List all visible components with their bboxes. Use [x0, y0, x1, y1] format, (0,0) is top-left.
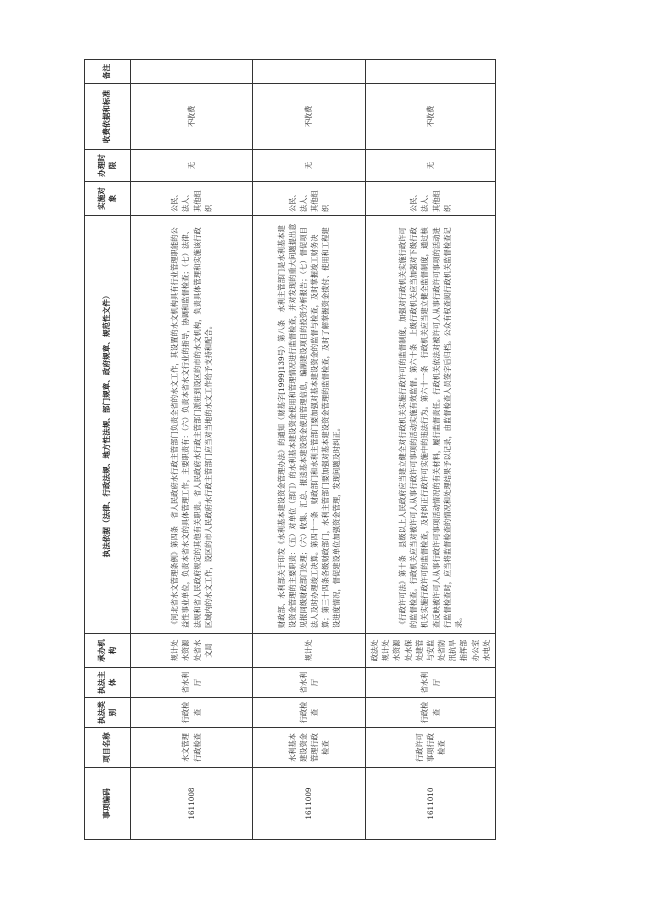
cell-agency: 政法处规计处水资源处水保处建管与安监处省防汛抗旱指挥部办公室水电处 — [366, 634, 496, 668]
cell-basis: 财政部、水利部关于印发《水利基本建设资金管理办法》的通知（财基字[1999]139号）第八条 水利主管部门是水利基本建设资金管理的主要职责：（五）对单位（部门）的水利基本建设资金使用和管理情况进行监督检查，并对发现的重大问题提出意见报同级财政部门处理；（六）收集、汇总、报送基本建设资金使用管理信息，编制建设项目的投资分析报告；（七）督促项目法人及时办理竣工决算。第四十一条 财政部门和水利主管部门要加强对基本建设资金的监督与检查，及时掌握竣工财务决算；第三十四条各级财政部门，水利主管部门要加强对基本建设资金管理的监督检查，及时了解掌握资金拨付、使用和工程建设进度情况，督促建设单位加强资金管理，发现问题及时纠正。 — [253, 216, 366, 634]
header-fee-basis: 收费依据和标准 — [85, 84, 131, 150]
cell-time-limit: 无 — [366, 150, 496, 182]
cell-remarks — [253, 60, 366, 84]
cell-fee-basis: 不收费 — [131, 84, 253, 150]
cell-code: 1611009 — [253, 768, 366, 840]
cell-target: 公民、法人、其他组织 — [131, 182, 253, 216]
header-time-limit: 办理时限 — [85, 150, 131, 182]
cell-subject: 省水利厅 — [366, 668, 496, 698]
cell-code: 1611008 — [131, 768, 253, 840]
cell-target: 公民、法人、其他组织 — [366, 182, 496, 216]
rotated-table-container — [84, 60, 495, 840]
cell-category: 行政检查 — [131, 698, 253, 728]
table-row — [253, 60, 366, 840]
header-basis: 执法依据（法律、行政法规、地方性法规、部门规章、政府规章、规范性文件） — [85, 216, 131, 634]
table-row — [366, 60, 496, 840]
cell-category: 行政检查 — [366, 698, 496, 728]
cell-basis: 《河北省水文管理条例》第四条 省人民政府水行政主管部门负责全省的水文工作，其设置的水文机构具有行业管理职能的公益性事业单位，负责本省水文的具体管理工作，主要职责有：（六）负责本省水文行业的指导，协调和监督检查；（七）法律、法规和省人民政府规定的其他有关职责。省人民政府水行政主管部门派驻到设区的市的水文机构，负责具体管理和实施该行政区域内的水文工作，设区的市人民政府水行政主管部门应当对当地的水文工作给予支持和配合。 — [131, 216, 253, 634]
cell-agency: 规计处水资源处省水文局 — [131, 634, 253, 668]
law-enforcement-table — [84, 59, 496, 840]
cell-time-limit: 无 — [131, 150, 253, 182]
header-category: 执法类别 — [85, 698, 131, 728]
cell-name: 行政许可事项行政检查 — [366, 728, 496, 768]
cell-agency: 规计处 — [253, 634, 366, 668]
cell-fee-basis: 不收费 — [253, 84, 366, 150]
header-remarks: 备注 — [85, 60, 131, 84]
cell-subject: 省水利厅 — [131, 668, 253, 698]
cell-basis: 《行政许可法》第十条 县级以上人民政府应当建立健全对行政机关实施行政许可的监督制度，加强对行政机关实施行政许可的监督检查。行政机关应当对被许可人从事行政许可事项的活动实施有效监督。第六十条 上级行政机关应当加强对下级行政机关实施行政许可的监督检查，及时纠正行政许可实施中的违法行为。第六十一条 行政机关应当建立健全监督制度，通过核查反映被许可人从事行政许可事项活动情况的有关材料，履行监督责任。行政机关依法对被许可人从事行政许可事项的活动进行监督检查时，应当将监督检查的情况和处理结果予以记录，由监督检查人员签字后归档。公众有权查阅行政机关监督检查记录。 — [366, 216, 496, 634]
cell-code: 1611010 — [366, 768, 496, 840]
cell-name: 水文管理行政检查 — [131, 728, 253, 768]
header-target: 实施对象 — [85, 182, 131, 216]
table-row — [131, 60, 253, 840]
header-name: 项目名称 — [85, 728, 131, 768]
cell-remarks — [131, 60, 253, 84]
cell-remarks — [366, 60, 496, 84]
cell-fee-basis: 不收费 — [366, 84, 496, 150]
header-code: 事项编码 — [85, 768, 131, 840]
cell-target: 公民、法人、其他组织 — [253, 182, 366, 216]
header-row — [85, 60, 131, 840]
header-subject: 执法主体 — [85, 668, 131, 698]
cell-category: 行政检查 — [253, 698, 366, 728]
cell-subject: 省水利厅 — [253, 668, 366, 698]
cell-time-limit: 无 — [253, 150, 366, 182]
header-agency: 承办机构 — [85, 634, 131, 668]
cell-name: 水利基本建设资金管理行政检查 — [253, 728, 366, 768]
